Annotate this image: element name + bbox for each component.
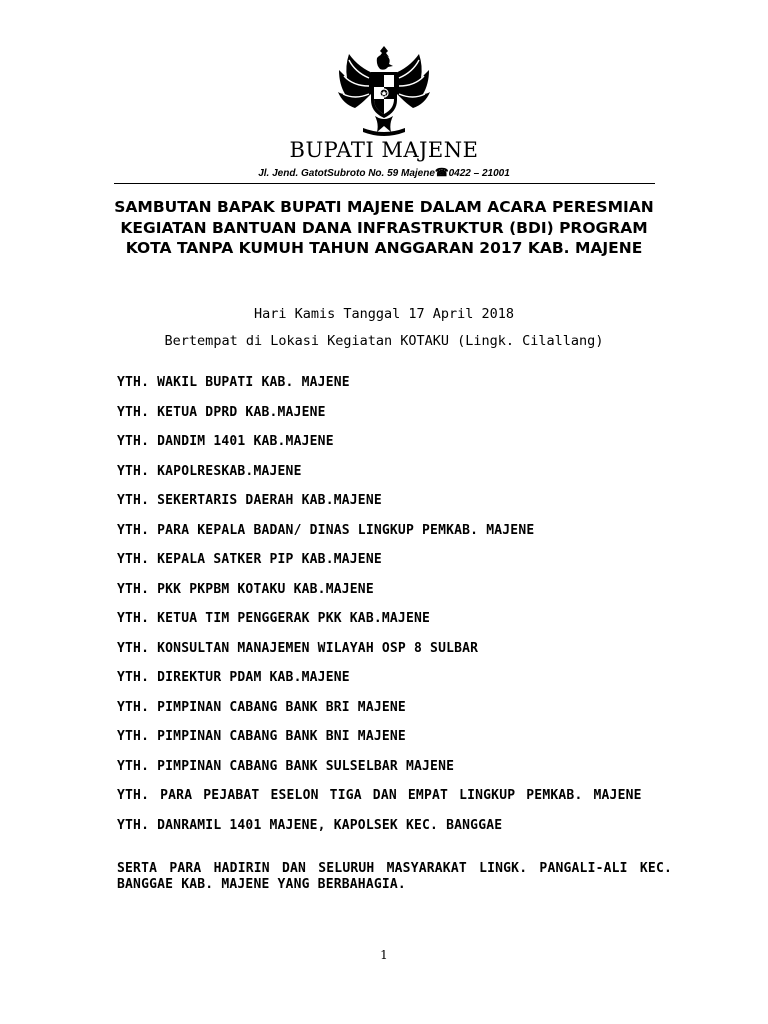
addressee-item: YTH. KONSULTAN MANAJEMEN WILAYAH OSP 8 SULBAR bbox=[117, 640, 479, 656]
addressee-item: YTH. PARA KEPALA BADAN/ DINAS LINGKUP PEMKAB. MAJENE bbox=[117, 522, 535, 538]
addressee-item: YTH. PARA PEJABAT ESELON TIGA DAN EMPAT LINGKUP PEMKAB. MAJENE bbox=[117, 788, 642, 803]
addressee-item: YTH. DANRAMIL 1401 MAJENE, KAPOLSEK KEC. BANGGAE bbox=[117, 817, 503, 833]
addressee-item: YTH. PIMPINAN CABANG BANK SULSELBAR MAJENE bbox=[117, 758, 455, 774]
phone-number: 0422 – 21001 bbox=[448, 168, 510, 179]
issuer-title: BUPATI MAJENE bbox=[289, 138, 479, 162]
event-place: Bertempat di Lokasi Kegiatan KOTAKU (Lingk. Cilallang) bbox=[164, 333, 604, 349]
addressee-item: YTH. SEKERTARIS DAERAH KAB.MAJENE bbox=[117, 493, 382, 508]
header-divider bbox=[114, 183, 655, 184]
addressee-item: YTH. WAKIL BUPATI KAB. MAJENE bbox=[117, 375, 350, 390]
addressee-item: YTH. PIMPINAN CABANG BANK BNI MAJENE bbox=[117, 729, 406, 744]
addressee-item: YTH. DIREKTUR PDAM KAB.MAJENE bbox=[117, 670, 350, 685]
closing-greeting: SERTA PARA HADIRIN DAN SELURUH MASYARAKAT LINGK. PANGALI-ALI KEC. BANGGAE KAB. MAJENE YANG BERBAHAGIA. bbox=[117, 861, 672, 892]
addressee-item: YTH. KETUA TIM PENGGERAK PKK KAB.MAJENE bbox=[117, 611, 431, 626]
issuer-address bbox=[0, 166, 768, 179]
addressee-item: YTH. KAPOLRESKAB.MAJENE bbox=[117, 463, 302, 479]
address-text: Jl. Jend. GatotSubroto No. 59 Majene bbox=[258, 168, 435, 179]
garuda-emblem-icon bbox=[333, 44, 435, 140]
event-date: Hari Kamis Tanggal 17 April 2018 bbox=[253, 306, 515, 322]
addressee-item: YTH. KEPALA SATKER PIP KAB.MAJENE bbox=[117, 552, 382, 567]
addressee-item: YTH. PKK PKPBM KOTAKU KAB.MAJENE bbox=[117, 581, 374, 597]
document-title: SAMBUTAN BAPAK BUPATI MAJENE DALAM ACARA PERESMIAN KEGIATAN BANTUAN DANA INFRASTRUKTUR (BDI) PROGRAM KOTA TANPA KUMUH TAHUN ANGGARAN 2017 KAB. MAJENE bbox=[114, 198, 654, 257]
page-number: 1 bbox=[380, 948, 388, 962]
addressee-list bbox=[117, 375, 677, 847]
addressee-item: YTH. DANDIM 1401 KAB.MAJENE bbox=[117, 434, 334, 449]
addressee-item: YTH. KETUA DPRD KAB.MAJENE bbox=[117, 404, 326, 420]
addressee-item: YTH. PIMPINAN CABANG BANK BRI MAJENE bbox=[117, 699, 406, 715]
phone-icon: ☎ bbox=[434, 167, 449, 179]
